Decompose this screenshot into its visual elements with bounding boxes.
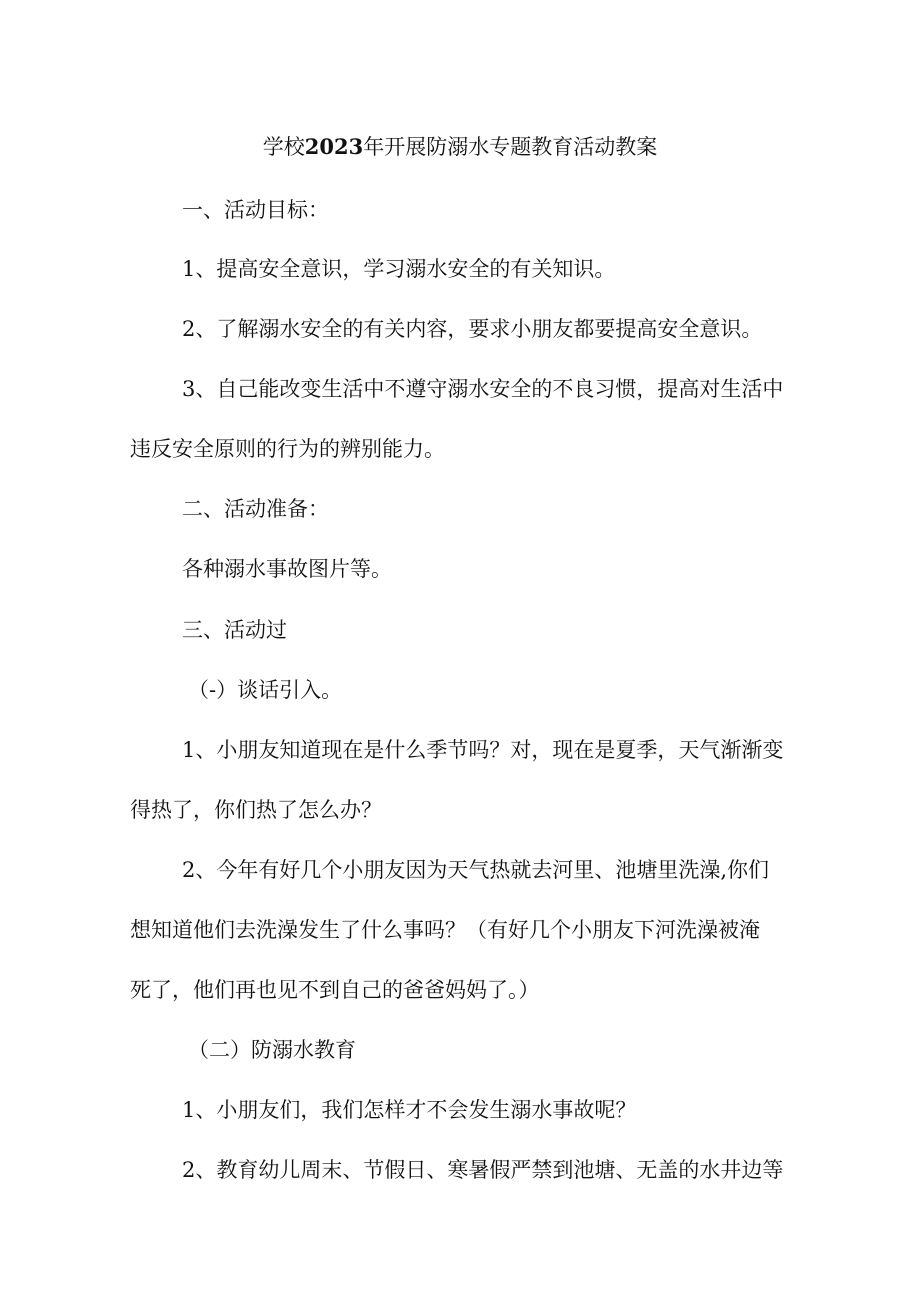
intro-item-2: 2、今年有好几个小朋友因为天气热就去河里、池塘里洗澡,你们 bbox=[182, 858, 770, 882]
preparation-text: 各种溺水事故图片等。 bbox=[182, 557, 392, 581]
education-item-2: 2、教育幼儿周末、节假日、寒暑假严禁到池塘、无盖的水井边等 bbox=[182, 1158, 784, 1182]
title-prefix: 学校 bbox=[262, 135, 305, 159]
goal-item-2: 2、了解溺水安全的有关内容，要求小朋友都要提高安全意识。 bbox=[182, 317, 763, 341]
intro-item-2-continued-1: 想知道他们去洗澡发生了什么事吗？（有好几个小朋友下河洗澡被淹 bbox=[130, 918, 760, 942]
title-year: 2023 bbox=[304, 134, 364, 159]
goal-item-3-continued: 违反安全原则的行为的辨别能力。 bbox=[130, 437, 445, 461]
intro-item-2-continued-2: 死了，他们再也见不到自己的爸爸妈妈了。） bbox=[130, 978, 540, 1002]
subsection-heading-intro: （-）谈话引入。 bbox=[188, 678, 343, 702]
section-heading-goals: 一、活动目标： bbox=[182, 198, 329, 222]
section-heading-preparation: 二、活动准备： bbox=[182, 497, 329, 521]
section-heading-process: 三、活动过 bbox=[182, 618, 287, 642]
intro-item-1-continued: 得热了，你们热了怎么办？ bbox=[130, 798, 382, 822]
goal-item-1: 1、提高安全意识，学习溺水安全的有关知识。 bbox=[182, 257, 616, 281]
subsection-heading-education: （二）防溺水教育 bbox=[188, 1038, 356, 1062]
goal-item-3: 3、自己能改变生活中不遵守溺水安全的不良习惯，提高对生活中 bbox=[182, 377, 784, 401]
document-title bbox=[0, 131, 920, 163]
education-item-1: 1、小朋友们，我们怎样才不会发生溺水事故呢？ bbox=[182, 1098, 637, 1122]
intro-item-1: 1、小朋友知道现在是什么季节吗？对，现在是夏季，天气渐渐变 bbox=[182, 738, 784, 762]
title-suffix: 年开展防溺水专题教育活动教案 bbox=[363, 135, 658, 159]
